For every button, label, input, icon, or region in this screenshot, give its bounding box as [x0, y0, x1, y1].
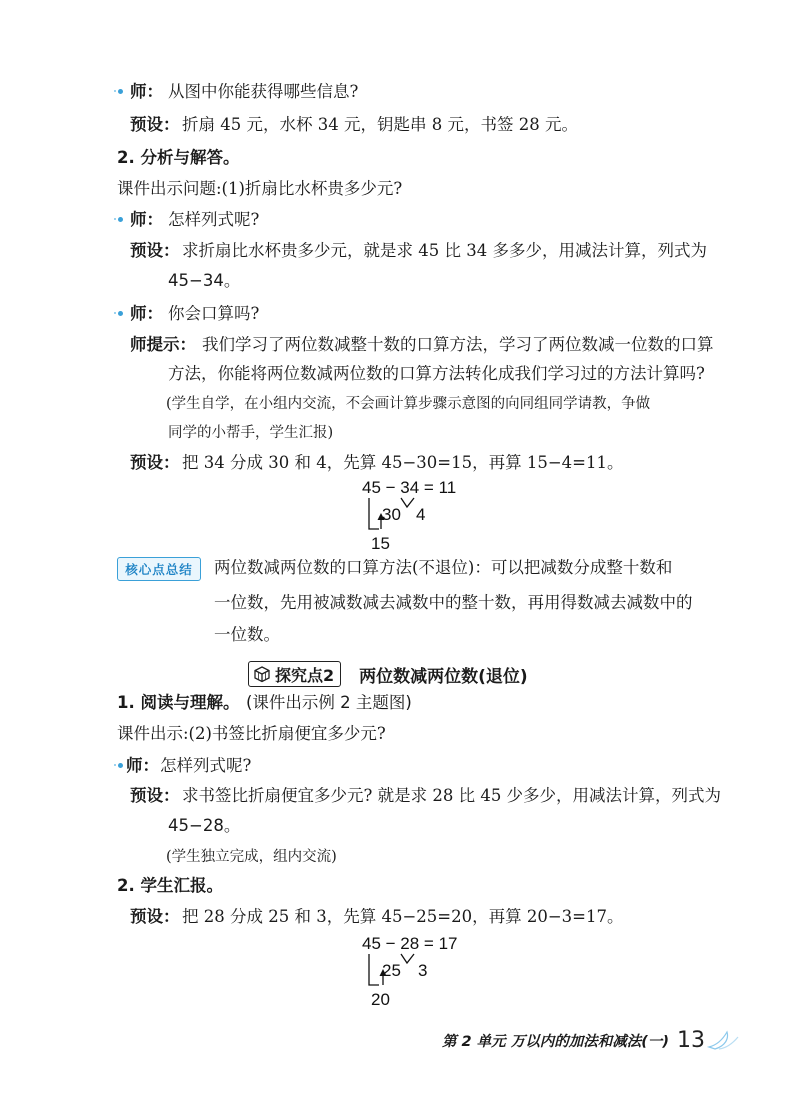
line-text: 折扇 45 元，水杯 34 元，钥匙串 8 元，书签 28 元。 [182, 115, 578, 134]
line-text: 一位数。 [214, 625, 280, 644]
hint-label: 师提示： [130, 335, 196, 354]
line-text: (学生自学，在小组内交流，不会画计算步骤示意图的向同组同学请教，争做 [166, 396, 651, 412]
page-footer [442, 1026, 741, 1054]
line-text: 方法，你能将两位数减两位数的口算方法转化成我们学习过的方法计算吗? [168, 364, 705, 383]
summary-badge [117, 557, 201, 581]
line-text: 45−34。 [168, 271, 241, 290]
line-text: 怎样列式呢? [168, 210, 260, 229]
line-text: 我们学习了两位数减整十数的口算方法，学习了两位数减一位数的口算 [202, 335, 714, 354]
split-branch [401, 954, 414, 963]
bracket-line [369, 954, 379, 985]
role-label: 师： [126, 756, 159, 775]
line-text: (学生独立完成，组内交流) [166, 849, 337, 865]
bullet-dot [118, 311, 123, 316]
role-label: 师： [130, 210, 163, 229]
section-title-text: 两位数减两位数(退位) [359, 666, 528, 687]
line-text: 45−28。 [168, 816, 241, 835]
bullet-dot [118, 763, 123, 768]
calc-partial-result: 20 [371, 990, 390, 1009]
role-label: 师： [130, 304, 163, 323]
calc-partial-result: 15 [371, 534, 390, 553]
preset-label: 预设： [130, 786, 180, 805]
line-text: 同学的小帮手，学生汇报) [168, 425, 334, 441]
line-text: 求书签比折扇便宜多少元? 就是求 28 比 45 少多少，用减法计算，列式为 [182, 786, 722, 805]
calc-split-tens: 30 [382, 505, 401, 524]
calc-diagram-1 [362, 478, 482, 556]
unit-title: 第 2 单元 万以内的加法和减法(一) [442, 1033, 669, 1050]
calc-split-tens: 25 [382, 961, 401, 980]
heading-text: 2. 学生汇报。 [117, 876, 223, 895]
heading-text: 2. 分析与解答。 [117, 148, 240, 167]
bracket-line [369, 498, 379, 529]
calc-equation: 45 − 34 = 11 [362, 478, 457, 497]
split-branch [401, 498, 414, 507]
section-title [248, 660, 528, 688]
preset-label: 预设： [130, 453, 180, 472]
calc-split-ones: 4 [416, 505, 426, 524]
summary-badge-label: 核心点总结 [125, 562, 193, 577]
heading-text: 1. 阅读与理解。 [117, 693, 240, 712]
role-label: 师： [130, 82, 163, 101]
exploration-point-label: 探究点2 [275, 665, 335, 685]
calc-equation: 45 − 28 = 17 [362, 934, 458, 953]
cube-icon [253, 665, 271, 683]
preset-label: 预设： [130, 115, 180, 134]
bullet-dot [118, 89, 123, 94]
leaf-decoration-icon [707, 1029, 741, 1051]
line-text: 怎样列式呢? [160, 756, 252, 775]
line-text: 两位数减两位数的口算方法(不退位)：可以把减数分成整十数和 [214, 558, 673, 577]
calc-split-ones: 3 [418, 961, 428, 980]
line-text: 把 34 分成 30 和 4，先算 45−30=15，再算 15−4=11。 [182, 453, 624, 472]
preset-label: 预设： [130, 907, 180, 926]
line-text: 课件出示:(2)书签比折扇便宜多少元? [117, 724, 386, 743]
bullet-dot [118, 217, 123, 222]
line-text: 求折扇比水杯贵多少元，就是求 45 比 34 多多少，用减法计算，列式为 [182, 241, 707, 260]
preset-label: 预设： [130, 241, 180, 260]
line-text: 课件出示问题:(1)折扇比水杯贵多少元? [117, 179, 403, 198]
calc-diagram-2 [362, 934, 482, 1012]
line-text: 把 28 分成 25 和 3，先算 45−25=20，再算 20−3=17。 [182, 907, 624, 926]
page-number: 13 [677, 1027, 705, 1053]
line-text: 你会口算吗? [168, 304, 260, 323]
line-text: 一位数，先用被减数减去减数中的整十数，再用得数减去减数中的 [214, 593, 693, 612]
exploration-point-tag [248, 661, 341, 687]
line-text: 从图中你能获得哪些信息? [168, 82, 359, 101]
line-text: (课件出示例 2 主题图) [246, 693, 412, 712]
